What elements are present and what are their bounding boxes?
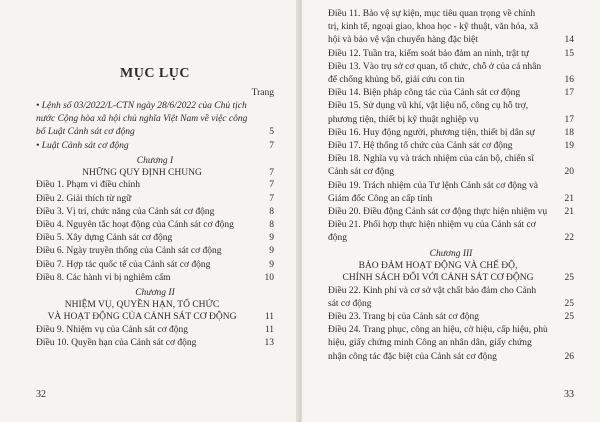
toc-entry — [328, 219, 574, 245]
toc-entry-text: Điều 4. Nguyên tắc hoạt động của Cảnh sát cơ động — [36, 219, 234, 230]
toc-entry-page: 25 — [564, 273, 574, 284]
toc-entry-page: 9 — [269, 246, 274, 257]
toc-entry-page: 22 — [564, 233, 574, 244]
toc-entry — [36, 337, 274, 350]
toc-entry-page: 14 — [564, 35, 574, 46]
toc-entry-page: 20 — [564, 167, 574, 178]
toc-entry-text: Điều 13. Vào trụ sở cơ quan, tổ chức, chỗ ở của cá nhân để chống khủng bố, giải cứu con tin — [328, 61, 542, 86]
toc-entry — [36, 259, 274, 272]
toc-entry-page: 11 — [264, 312, 274, 323]
toc-entry — [328, 61, 574, 87]
toc-entry — [328, 48, 574, 61]
toc-title: MỤC LỤC — [120, 66, 190, 81]
toc-entry-page: 8 — [269, 219, 274, 230]
toc-entry-page: 11 — [264, 324, 274, 335]
toc-entry-page: 18 — [564, 127, 574, 138]
toc-entry-text: Điều 12. Tuần tra, kiểm soát bảo đảm an ninh, trật tự — [328, 48, 529, 59]
page-number-right: 33 — [564, 389, 574, 400]
toc-entry-text: Điều 10. Quyền hạn của Cảnh sát cơ động — [36, 338, 197, 349]
toc-entry — [328, 285, 574, 311]
toc-entry — [36, 272, 274, 285]
toc-entry-page: 7 — [269, 167, 274, 178]
toc-entry-page: 5 — [269, 127, 274, 138]
toc-entry-page: 15 — [564, 48, 574, 59]
toc-entry-page: 16 — [564, 75, 574, 86]
toc-entry-text: Điều 6. Ngày truyền thống của Cảnh sát cơ động — [36, 246, 222, 257]
chapter-label: Chương III — [429, 248, 473, 259]
toc-entry — [36, 206, 274, 219]
toc-entry-text: Điều 19. Trách nhiệm của Tư lệnh Cảnh sát cơ động và Giám đốc Công an cấp tỉnh — [328, 180, 538, 204]
chapter-title — [36, 311, 274, 324]
toc-entries-left — [36, 100, 274, 350]
toc-entry-page: 17 — [564, 88, 574, 99]
toc-entry-page: 25 — [564, 298, 574, 309]
toc-entry-text: • Luật Cảnh sát cơ động — [36, 140, 129, 151]
page-number-left: 32 — [36, 389, 46, 400]
toc-entry — [328, 87, 574, 100]
toc-entry-page: 26 — [564, 351, 574, 362]
toc-entry-text: • Lệnh số 03/2022/L-CTN ngày 28/6/2022 của Chủ tịch nước Cộng hòa xã hội chủ nghĩa Việt Nam về việc công bố Luật Cảnh sát cơ động — [36, 101, 248, 138]
toc-entry-page: 21 — [564, 207, 574, 218]
toc-entry-text: BẢO ĐẢM HOẠT ĐỘNG VÀ CHẾ ĐỘ, — [358, 260, 518, 271]
right-page — [302, 0, 600, 422]
toc-entry — [36, 219, 274, 232]
toc-entry-page: 7 — [269, 140, 274, 151]
toc-entry — [328, 311, 574, 324]
toc-entry — [328, 100, 574, 126]
toc-entry-page: 9 — [269, 259, 274, 270]
toc-entry-page: 19 — [564, 141, 574, 152]
toc-entry-page: 17 — [564, 114, 574, 125]
toc-entry — [36, 232, 274, 245]
chapter-title — [328, 272, 574, 285]
toc-entry — [328, 180, 574, 206]
toc-entry — [36, 245, 274, 258]
toc-entry-text: Điều 16. Huy động người, phương tiện, thiết bị dân sự — [328, 127, 535, 138]
toc-entry-page: 7 — [269, 193, 274, 204]
toc-entry-text: CHÍNH SÁCH ĐỐI VỚI CẢNH SÁT CƠ ĐỘNG — [342, 273, 534, 284]
chapter-title — [328, 260, 574, 273]
toc-entry-page: 7 — [269, 180, 274, 191]
toc-entry-text: Điều 8. Các hành vi bị nghiêm cấm — [36, 272, 171, 283]
toc-entry — [328, 153, 574, 179]
chapter-title — [36, 167, 274, 180]
chapter-title — [36, 299, 274, 312]
toc-entry-text: Điều 23. Trang bị của Cảnh sát cơ động — [328, 312, 479, 323]
toc-entry-text: Điều 17. Hệ thống tổ chức của Cảnh sát cơ động — [328, 141, 513, 152]
toc-entry-text: Điều 14. Biện pháp công tác của Cảnh sát cơ động — [328, 88, 521, 99]
toc-entry-text: Điều 24. Trang phục, công an hiệu, cờ hiệu, cấp hiệu, phù hiệu, giấy chứng minh Công an nhân dân, giấy chứng nhận công tác đặc biệt của Cảnh sát cơ động — [328, 325, 548, 362]
toc-entry — [36, 193, 274, 206]
toc-entry-text: Điều 5. Xây dựng Cảnh sát cơ động — [36, 233, 173, 244]
toc-entry-page: 9 — [269, 233, 274, 244]
toc-entry-text: Điều 11. Bảo vệ sự kiện, mục tiêu quan trọng về chính trị, kinh tế, ngoại giao, khoa học - kỹ thuật, văn hóa, xã hội và bảo vệ vận chuyển hàng đặc biệt — [328, 9, 539, 46]
toc-entry-text: Điều 20. Điều động Cảnh sát cơ động thực hiện nhiệm vụ — [328, 207, 548, 218]
chapter-label: Chương I — [136, 155, 174, 166]
toc-entry-text: Điều 7. Hợp tác quốc tế của Cảnh sát cơ động — [36, 259, 211, 270]
toc-entry-text: Điều 3. Vị trí, chức năng của Cảnh sát cơ động — [36, 206, 215, 217]
toc-entry — [36, 324, 274, 337]
toc-entry — [328, 127, 574, 140]
toc-entry-text: NHỮNG QUY ĐỊNH CHUNG — [82, 167, 202, 178]
toc-entry-text: VÀ HOẠT ĐỘNG CỦA CẢNH SÁT CƠ ĐỘNG — [47, 312, 237, 323]
toc-entry — [328, 8, 574, 48]
toc-entry-text: Điều 22. Kinh phí và cơ sở vật chất bảo đảm cho Cảnh sát cơ động — [328, 285, 537, 309]
page-column-label: Trang — [251, 88, 274, 98]
toc-entry-text: Điều 1. Phạm vi điều chỉnh — [36, 180, 140, 191]
toc-entry-page: 21 — [564, 193, 574, 204]
toc-entry-page: 8 — [269, 206, 274, 217]
toc-entry-text: Điều 18. Nghĩa vụ và trách nhiệm của cán bộ, chiến sĩ Cảnh sát cơ động — [328, 154, 535, 178]
toc-entry — [328, 324, 574, 364]
toc-entry — [328, 206, 574, 219]
toc-entry — [36, 100, 274, 140]
toc-entry-text: Điều 21. Phối hợp thực hiện nhiệm vụ của Cảnh sát cơ động — [328, 220, 536, 244]
toc-entry-page: 13 — [264, 338, 274, 349]
toc-entry-page: 25 — [564, 312, 574, 323]
toc-entry — [328, 140, 574, 153]
toc-entry-text: Điều 2. Giải thích từ ngữ — [36, 193, 132, 204]
toc-entries-right — [328, 8, 574, 364]
toc-entry-text: NHIỆM VỤ, QUYỀN HẠN, TỔ CHỨC — [64, 299, 220, 310]
toc-entry — [36, 179, 274, 192]
toc-entry-page: 10 — [264, 272, 274, 283]
chapter-label: Chương II — [135, 287, 175, 298]
toc-entry — [36, 140, 274, 153]
toc-entry-text: Điều 9. Nhiệm vụ của Cảnh sát cơ động — [36, 324, 188, 335]
toc-entry-text: Điều 15. Sử dụng vũ khí, vật liệu nổ, công cụ hỗ trợ, phương tiện, thiết bị kỹ thuật nghiệp vụ — [328, 101, 529, 125]
